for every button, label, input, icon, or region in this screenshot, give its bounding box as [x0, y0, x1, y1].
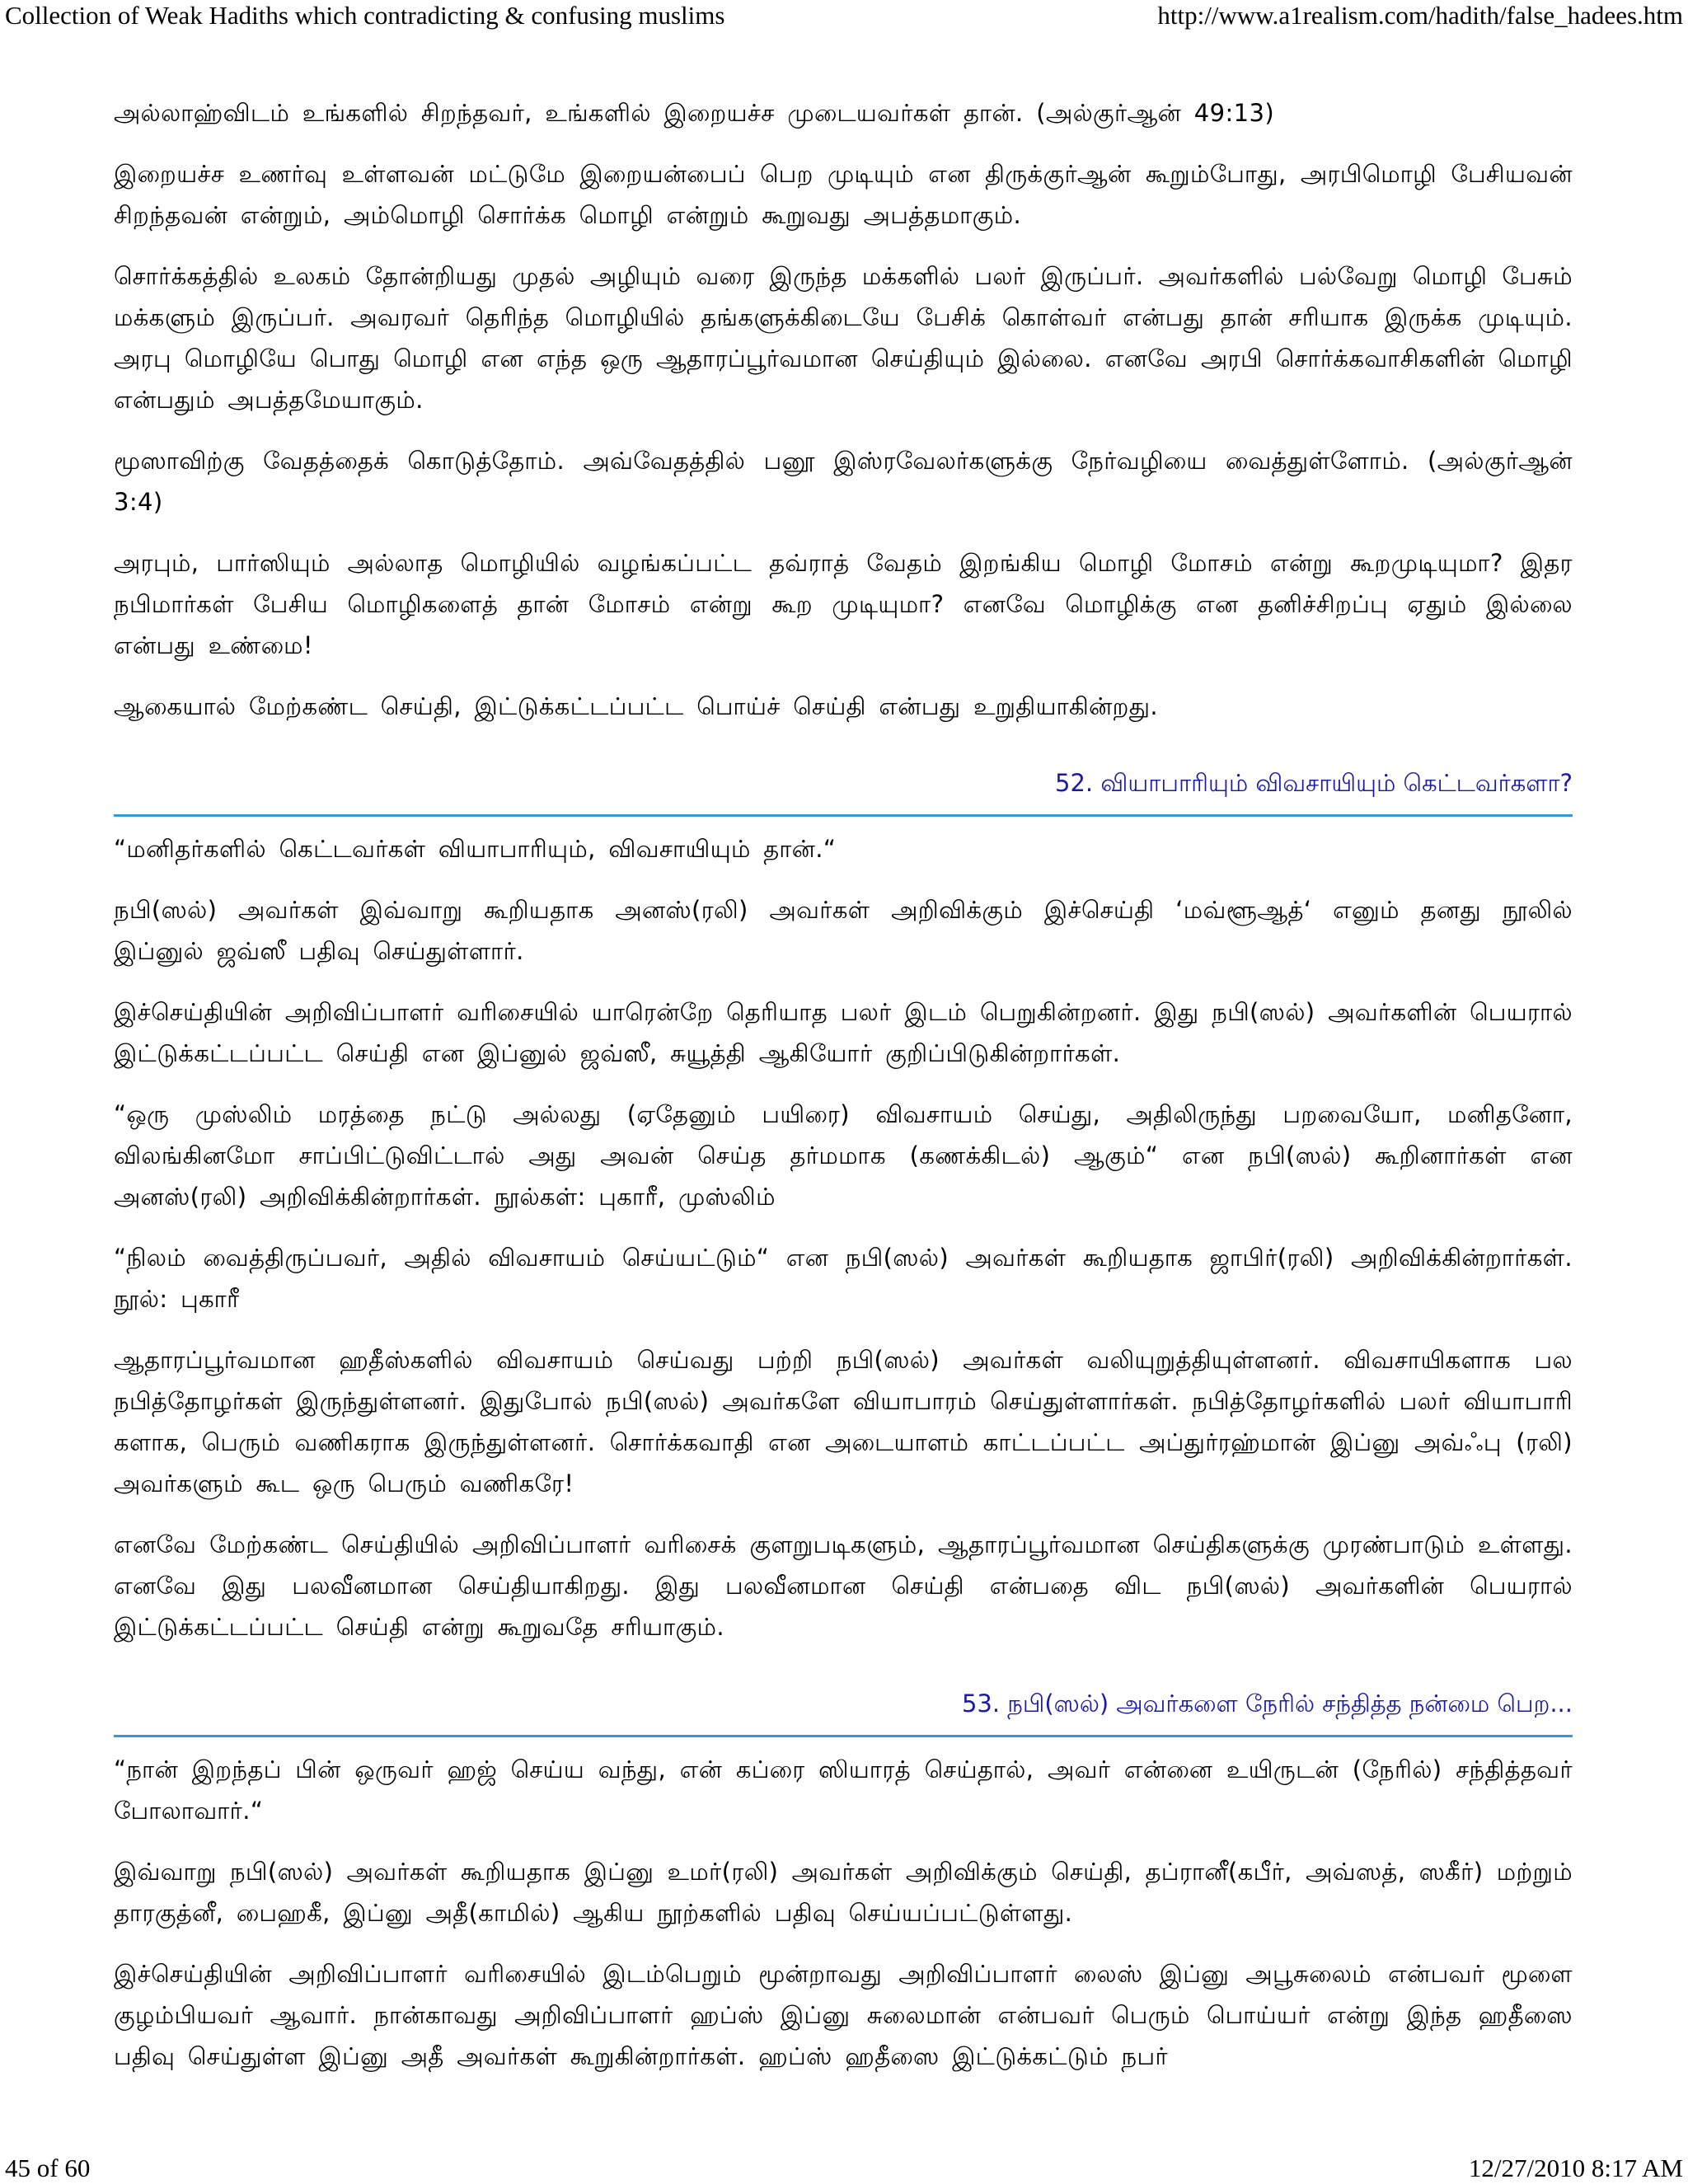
paragraph: “ஒரு முஸ்லிம் மரத்தை நட்டு அல்லது (ஏதேனும் பயிரை) விவசாயம் செய்து, அதிலிருந்து பறவையோ, மனிதனோ, விலங்கினமோ சாப்பிட்டுவிட்டால் அது அவன் செய்த தர்மமாக (கணக்கிடல்) ஆகும்“ என நபி(ஸல்) கூறினார்கள் என அனஸ்(ரலி) அறிவிக்கின்றார்கள். நூல்கள்: புகாரீ, முஸ்லிம்: [114, 1100, 1573, 1211]
quote-paragraph: “மனிதர்களில் கெட்டவர்கள் வியாபாரியும், விவசாயியும் தான்.“: [114, 835, 837, 863]
print-footer: [0, 2153, 1688, 2184]
paragraph: இவ்வாறு நபி(ஸல்) அவர்கள் கூறியதாக இப்னு உமர்(ரலி) அவர்கள் அறிவிக்கும் செய்தி, தப்ரானீ(கபீர், அவ்ஸத், ஸகீர்) மற்றும் தாரகுத்னீ, பைஹகீ, இப்னு அதீ(காமில்) ஆகிய நூற்களில் பதிவு செய்யப்பட்டுள்ளது.: [114, 1858, 1573, 1927]
section-heading-53: 53. நபி(ஸல்) அவர்களை நேரில் சந்தித்த நன்மை பெற...: [961, 1690, 1573, 1718]
print-timestamp: 12/27/2010 8:17 AM: [1468, 2154, 1683, 2182]
section-divider: [114, 1735, 1573, 1737]
article-body: [114, 92, 1573, 2097]
print-header: [0, 0, 1688, 33]
document-title: Collection of Weak Hadiths which contradicting & confusing muslims: [5, 1, 725, 30]
paragraph: அல்லாஹ்விடம் உங்களில் சிறந்தவர், உங்களில் இறையச்ச முடையவர்கள் தான். (அல்குர்ஆன் 49:13): [114, 99, 1275, 127]
section-divider: [114, 814, 1573, 817]
paragraph: ஆகையால் மேற்கண்ட செய்தி, இட்டுக்கட்டப்பட்ட பொய்ச் செய்தி என்பது உறுதியாகின்றது.: [114, 692, 1158, 720]
paragraph: இச்செய்தியின் அறிவிப்பாளர் வரிசையில் இடம்பெறும் மூன்றாவது அறிவிப்பாளர் லைஸ் இப்னு அபூசுலைம் என்பவர் மூளை குழம்பியவர் ஆவார். நான்காவது அறிவிப்பாளர் ஹப்ஸ் இப்னு சுலைமான் என்பவர் பெரும் பொய்யர் என்று இந்த ஹதீஸை பதிவு செய்துள்ள இப்னு அதீ அவர்கள் கூறுகின்றார்கள். ஹப்ஸ் ஹதீஸை இட்டுக்கட்டும் நபர்: [114, 1960, 1573, 2070]
paragraph: இறையச்ச உணர்வு உள்ளவன் மட்டுமே இறையன்பைப் பெற முடியும் என திருக்குர்ஆன் கூறும்போது, அரபிமொழி பேசியவன் சிறந்தவன் என்றும், அம்மொழி சொர்க்க மொழி என்றும் கூறுவது அபத்தமாகும்.: [114, 160, 1573, 229]
paragraph: “நிலம் வைத்திருப்பவர், அதில் விவசாயம் செய்யட்டும்“ என நபி(ஸல்) அவர்கள் கூறியதாக ஜாபிர்(ரலி) அறிவிக்கின்றார்கள். நூல்: புகாரீ: [114, 1244, 1573, 1313]
quote-paragraph: “நான் இறந்தப் பின் ஒருவர் ஹஜ் செய்ய வந்து, என் கப்ரை ஸியாரத் செய்தால், அவர் என்னை உயிருடன் (நேரில்) சந்தித்தவர் போலாவார்.“: [114, 1755, 1573, 1825]
paragraph: ஆதாரப்பூர்வமான ஹதீஸ்களில் விவசாயம் செய்வது பற்றி நபி(ஸல்) அவர்கள் வலியுறுத்தியுள்ளனர். விவசாயிகளாக பல நபித்தோழர்கள் இருந்துள்ளனர். இதுபோல் நபி(ஸல்) அவர்களே வியாபாரம் செய்துள்ளார்கள். நபித்தோழர்களில் பலர் வியாபாரி களாக, பெரும் வணிகராக இருந்துள்ளனர். சொர்க்கவாதி என அடையாளம் காட்டப்பட்ட அப்துர்ரஹ்மான் இப்னு அவ்ஃபு (ரலி) அவர்களும் கூட ஒரு பெரும் வணிகரே!: [114, 1346, 1573, 1497]
section-heading-52: 52. வியாபாரியும் விவசாயியும் கெட்டவர்களா?: [1055, 769, 1573, 797]
paragraph: எனவே மேற்கண்ட செய்தியில் அறிவிப்பாளர் வரிசைக் குளறுபடிகளும், ஆதாரப்பூர்வமான செய்திகளுக்கு முரண்பாடும் உள்ளது. எனவே இது பலவீனமான செய்தியாகிறது. இது பலவீனமான செய்தி என்பதை விட நபி(ஸல்) அவர்களின் பெயரால் இட்டுக்கட்டப்பட்ட செய்தி என்று கூறுவதே சரியாகும்.: [114, 1530, 1573, 1641]
paragraph: நபி(ஸல்) அவர்கள் இவ்வாறு கூறியதாக அனஸ்(ரலி) அவர்கள் அறிவிக்கும் இச்செய்தி ‘மவ்ளூஆத்‘ எனும் தனது நூலில் இப்னுல் ஜவ்ஸீ பதிவு செய்துள்ளார்.: [114, 896, 1573, 965]
paragraph: இச்செய்தியின் அறிவிப்பாளர் வரிசையில் யாரென்றே தெரியாத பலர் இடம் பெறுகின்றனர். இது நபி(ஸல்) அவர்களின் பெயரால் இட்டுக்கட்டப்பட்ட செய்தி என இப்னுல் ஜவ்ஸீ, சுயூத்தி ஆகியோர் குறிப்பிடுகின்றார்கள்.: [114, 998, 1573, 1067]
page-url[interactable]: http://www.a1realism.com/hadith/false_hadees.htm: [1157, 1, 1683, 30]
paragraph: மூஸாவிற்கு வேதத்தைக் கொடுத்தோம். அவ்வேதத்தில் பனூ இஸ்ரவேலர்களுக்கு நேர்வழியை வைத்துள்ளோம். (அல்குர்ஆன் 3:4): [114, 447, 1573, 516]
page-counter: 45 of 60: [5, 2154, 91, 2182]
paragraph: அரபும், பார்ஸியும் அல்லாத மொழியில் வழங்கப்பட்ட தவ்ராத் வேதம் இறங்கிய மொழி மோசம் என்று கூறமுடியுமா? இதர நபிமார்கள் பேசிய மொழிகளைத் தான் மோசம் என்று கூற முடியுமா? எனவே மொழிக்கு என தனிச்சிறப்பு ஏதும் இல்லை என்பது உண்மை!: [114, 549, 1573, 659]
paragraph: சொர்க்கத்தில் உலகம் தோன்றியது முதல் அழியும் வரை இருந்த மக்களில் பலர் இருப்பர். அவர்களில் பல்வேறு மொழி பேசும் மக்களும் இருப்பர். அவரவர் தெரிந்த மொழியில் தங்களுக்கிடையே பேசிக் கொள்வர் என்பது தான் சரியாக இருக்க முடியும். அரபு மொழியே பொது மொழி என எந்த ஒரு ஆதாரப்பூர்வமான செய்தியும் இல்லை. எனவே அரபி சொர்க்கவாசிகளின் மொழி என்பதும் அபத்தமேயாகும்.: [114, 262, 1573, 414]
